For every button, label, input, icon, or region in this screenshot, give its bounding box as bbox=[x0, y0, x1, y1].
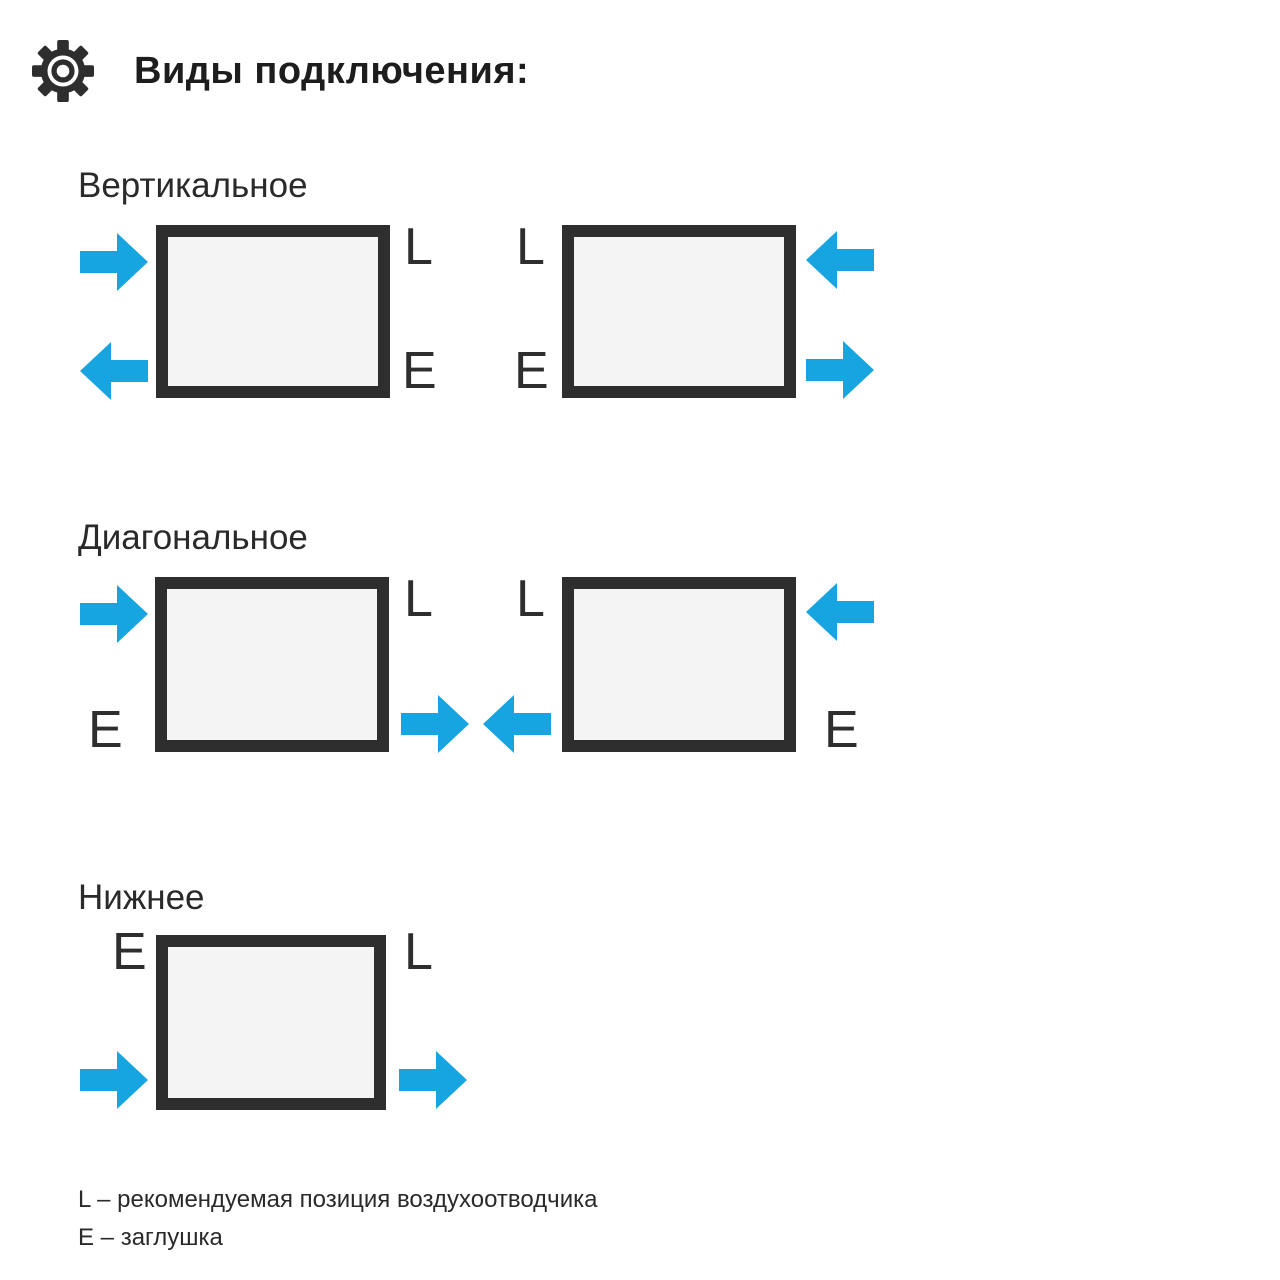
port-label-l: L bbox=[516, 570, 545, 628]
port-label-l: L bbox=[404, 923, 433, 981]
arrow-right-icon bbox=[806, 338, 874, 402]
port-label-l: L bbox=[404, 570, 433, 628]
radiator-rect bbox=[562, 225, 796, 398]
arrow-left-icon bbox=[806, 228, 874, 292]
port-label-e: E bbox=[88, 701, 123, 759]
arrow-left-icon bbox=[483, 692, 551, 756]
radiator-rect bbox=[156, 225, 390, 398]
arrow-left-icon bbox=[806, 580, 874, 644]
radiator-rect bbox=[155, 577, 389, 752]
port-label-e: E bbox=[824, 701, 859, 759]
section-title-vertical: Вертикальное bbox=[78, 166, 308, 205]
port-label-l: L bbox=[404, 218, 433, 276]
arrow-right-icon bbox=[401, 692, 469, 756]
radiator-rect bbox=[156, 935, 386, 1110]
legend-e: E – заглушка bbox=[78, 1224, 223, 1251]
arrow-right-icon bbox=[80, 1048, 148, 1112]
port-label-e: E bbox=[112, 923, 147, 981]
port-label-l: L bbox=[516, 218, 545, 276]
radiator-rect bbox=[562, 577, 796, 752]
gear-icon bbox=[32, 40, 94, 102]
arrow-right-icon bbox=[399, 1048, 467, 1112]
section-title-bottom: Нижнее bbox=[78, 878, 205, 917]
page-title: Виды подключения: bbox=[134, 50, 530, 92]
port-label-e: E bbox=[402, 342, 437, 400]
arrow-left-icon bbox=[80, 339, 148, 403]
section-title-diagonal: Диагональное bbox=[78, 518, 308, 557]
arrow-right-icon bbox=[80, 582, 148, 646]
legend-l: L – рекомендуемая позиция воздухоотводчика bbox=[78, 1186, 598, 1213]
port-label-e: E bbox=[514, 342, 549, 400]
arrow-right-icon bbox=[80, 230, 148, 294]
